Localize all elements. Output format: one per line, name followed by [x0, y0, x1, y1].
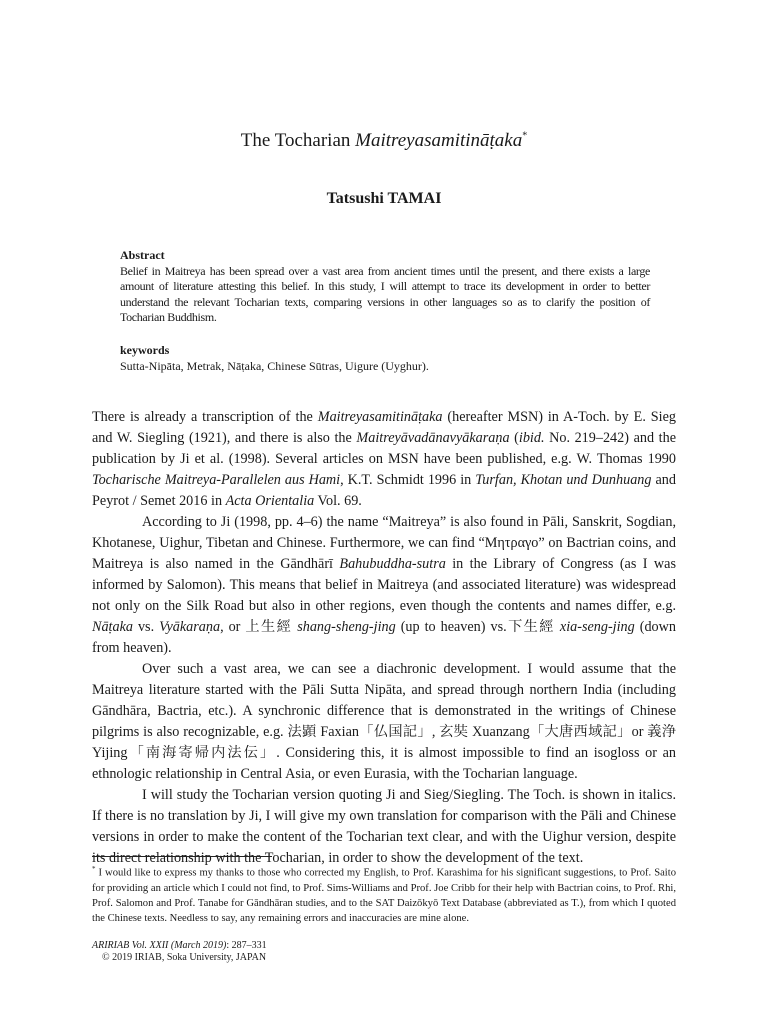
title-italic-text: Maitreyasamitināṭaka [355, 130, 523, 151]
abstract-section [120, 248, 650, 326]
text-run: in the Library of Congress (as I was informed by Salomon). This means that belief in Maitreya (and associated literature) was widespread not only on the Silk Road but also in other regions, even though the contents and names differ, e.g. [92, 556, 676, 614]
text-run-italic: Acta Orientalia [225, 493, 315, 509]
text-run-italic: shang-sheng-jing [297, 619, 396, 635]
text-run: (up to heaven) vs.下生經 [395, 619, 560, 635]
text-run: ( [509, 430, 519, 446]
body-paragraph-4: I will study the Tocharian version quoting Ji and Sieg/Siegling. The Toch. is shown in italics. If there is no translation by Ji, I will give my own translation for comparison with the Pāli and Chinese versions in order to make the content of the Tocharian text clear, and with the Uighur version, despite its direct relationship with the Tocharian, in order to show the development of the text. [92, 787, 676, 866]
text-run-italic: Turfan, Khotan und Dunhuang [475, 472, 652, 488]
text-run-italic: Maitreyasamitināṭaka [317, 409, 443, 425]
text-run: Vol. 69. [314, 493, 362, 509]
text-run-italic: ibid. [518, 430, 545, 446]
text-run: (hereafter MSN) in A-Toch. by E. Sieg and W. Siegling (1921), and there is also the [92, 409, 676, 446]
abstract-text: Belief in Maitreya has been spread over a vast area from ancient times until the present, and there exists a large amount of literature attesting this belief. In this study, I will attempt to trace its development in order to better understand the relevant Tocharian texts, comparing versions in other languages so as to clarify the position of Tocharian Buddhism. [120, 263, 650, 325]
keywords-text: Sutta-Nipāta, Metrak, Nāṭaka, Chinese Sūtras, Uigure (Uyghur). [120, 358, 429, 373]
footnote-text: I would like to express my thanks to those who corrected my English, to Prof. Karashima for his significant suggestions, to Prof. Saito for providing an article which I could not find, to Prof. Sims-Williams and Prof. Joe Cribb for their help with Bactrian coins, to Prof. Rhi, Prof. Salomon and Prof. Tanabe for Gāndhāran studies, and to the SAT Daizōkyō Text Database (abbreviated as T.), from which I quoted the Chinese texts. Needless to say, any remaining errors and inaccuracies are mine alone. [92, 867, 676, 924]
text-run: No. 219–242) and the publication by Ji et al. (1998). Several articles on MSN have been published, e.g. W. Thomas 1990 [92, 430, 676, 467]
body-paragraph-3: Over such a vast area, we can see a diachronic development. I would assume that the Maitreya literature started with the Pāli Sutta Nipāta, and spread through northern India (including Gāndhāra, Bactria, etc.). A synchronic difference that is demonstrated in the writings of Chinese pilgrims is also recognizable, e.g. 法顕 Faxian「仏国記」, 玄奘 Xuanzang「大唐西域記」or 義浄 Yijing「南海寄帰内法伝」. Considering this, it is almost impossible to find an isogloss or an ethnologic relationship in Central Asia, or even Eurasia, with the Tocharian language. [92, 661, 676, 782]
text-run: According to Ji (1998, pp. 4–6) the name “Maitreya” is also found in Pāli, Sanskrit, Sogdian, Khotanese, Uighur, Tibetan and Chinese. Furthermore, we can find “Μητραγο” on Bactrian coins, and Maitreya is also named in the Gāndhārī [92, 514, 676, 572]
journal-name: ARIRIAB Vol. XXII (March 2019) [92, 940, 227, 951]
body-paragraph-2 [92, 512, 676, 659]
footnote [92, 862, 676, 926]
text-run: , K.T. Schmidt 1996 in [340, 472, 476, 488]
paper-title [0, 130, 768, 152]
text-run-italic: xia-seng-jing [559, 619, 635, 635]
keywords-heading: keywords [120, 343, 170, 357]
copyright-line: © 2019 IRIAB, Soka University, JAPAN [102, 952, 267, 963]
journal-pages: : 287–331 [226, 940, 267, 951]
text-run-italic: Nāṭaka [92, 619, 133, 635]
text-run-italic: Maitreyāvadānavyākaraṇa [356, 430, 510, 446]
footnote-divider [92, 856, 272, 857]
text-run: and Peyrot / Semet 2016 in [92, 472, 676, 509]
title-footnote-mark[interactable]: * [522, 130, 528, 142]
body-paragraph-1 [92, 407, 676, 512]
abstract-heading: Abstract [120, 248, 165, 262]
author-name: Tatsushi TAMAI [326, 190, 442, 207]
text-run: There is already a transcription of the [92, 409, 318, 425]
journal-citation [92, 940, 267, 952]
text-run-italic: Bahubuddha-sutra [339, 556, 446, 572]
text-run: vs. [132, 619, 160, 635]
keywords-section [120, 343, 650, 374]
text-run: (down from heaven). [92, 619, 676, 656]
text-run: , or 上生經 [220, 619, 298, 635]
body-text [92, 407, 676, 869]
title-text: The Tocharian [240, 130, 356, 151]
text-run-italic: Vyākaraṇa [159, 619, 221, 635]
text-run-italic: Tocharische Maitreya-Parallelen aus Hami [92, 472, 341, 488]
footnote-mark: * [92, 865, 96, 873]
